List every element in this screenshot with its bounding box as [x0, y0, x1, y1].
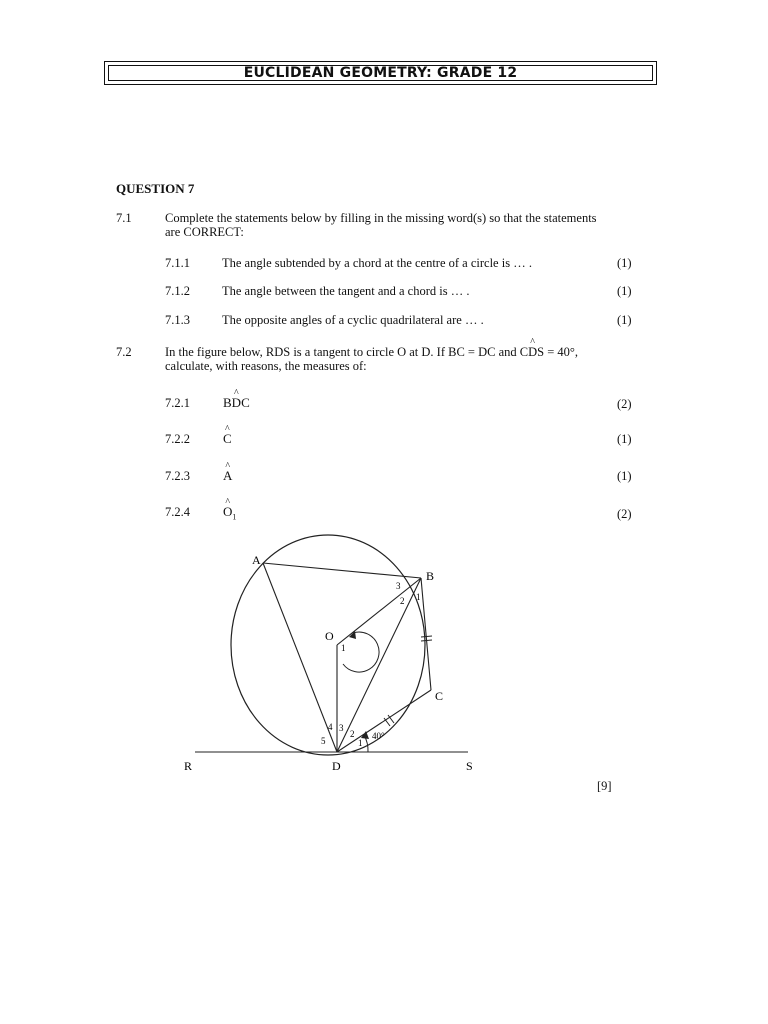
question-heading: QUESTION 7 — [116, 181, 195, 196]
angle-number-d5: 5 — [321, 736, 326, 746]
label-point-r: R — [184, 759, 193, 773]
angle-number-b2: 2 — [400, 596, 405, 606]
chord-ad — [263, 563, 337, 752]
label-point-d: D — [332, 759, 341, 773]
q723-angle-hat: ^ A — [223, 469, 232, 483]
q721-marks: (2) — [617, 397, 632, 411]
q721-number: 7.2.1 — [165, 396, 190, 410]
q71-number: 7.1 — [116, 211, 132, 225]
q72-instruction-line2: calculate, with reasons, the measures of: — [165, 359, 367, 373]
radius-ob — [337, 578, 421, 645]
q71-instruction-line2: are CORRECT: — [165, 225, 244, 239]
equal-mark-bc-2 — [421, 640, 432, 641]
given-angle-label: 40° — [372, 731, 385, 741]
angle-number-b1: 1 — [416, 592, 421, 602]
angle-number-d3: 3 — [339, 723, 344, 733]
q72-line1-c: S = 40°, — [537, 345, 579, 359]
q724-angle-subscript: 1 — [232, 512, 237, 522]
angle-number-b3: 3 — [396, 581, 401, 591]
angle-number-d2: 2 — [350, 729, 355, 739]
angle-arc-o1 — [343, 632, 379, 672]
label-point-b: B — [426, 569, 435, 583]
q724-marks: (2) — [617, 507, 632, 521]
chord-cd — [337, 690, 431, 752]
chord-bd — [337, 578, 421, 752]
q712-text: The angle between the tangent and a chord is … . — [222, 284, 470, 298]
label-point-s: S — [466, 759, 473, 773]
q713-number: 7.1.3 — [165, 313, 190, 327]
angle-number-d4: 4 — [328, 722, 333, 732]
q721-angle-post: C — [241, 395, 250, 410]
label-point-a: A — [252, 553, 261, 567]
q721-angle-pre: B — [223, 395, 232, 410]
q713-text: The opposite angles of a cyclic quadrilateral are … . — [222, 313, 484, 327]
q712-marks: (1) — [617, 284, 632, 298]
q722-marks: (1) — [617, 432, 632, 446]
q72-line1-a: In the figure below, RDS is a tangent to circle O at D. If BC = DC and C — [165, 345, 529, 359]
q724-number: 7.2.4 — [165, 505, 190, 519]
q722-angle-hat: ^ C — [223, 432, 232, 446]
q722-number: 7.2.2 — [165, 432, 190, 446]
total-marks: [9] — [597, 779, 612, 793]
q72-line1-hat: ^ D — [528, 345, 537, 359]
q721-angle-hat: ^ D — [232, 396, 241, 410]
q711-number: 7.1.1 — [165, 256, 190, 270]
angle-number-d1: 1 — [358, 738, 363, 748]
q71-instruction-line1: Complete the statements below by filling in the missing word(s) so that the statements — [165, 211, 597, 225]
label-point-c: C — [435, 689, 444, 703]
q723-number: 7.2.3 — [165, 469, 190, 483]
q723-marks: (1) — [617, 469, 632, 483]
q711-marks: (1) — [617, 256, 632, 270]
q712-number: 7.1.2 — [165, 284, 190, 298]
document-title: EUCLIDEAN GEOMETRY: GRADE 12 — [108, 65, 653, 81]
angle-number-o1: 1 — [341, 643, 346, 653]
q724-angle-hat: ^ O — [223, 505, 232, 519]
q72-number: 7.2 — [116, 345, 132, 359]
chord-bc — [421, 578, 431, 690]
chord-ab — [263, 563, 421, 578]
q711-text: The angle subtended by a chord at the centre of a circle is … . — [222, 256, 532, 270]
equal-mark-bc-1 — [421, 636, 432, 637]
q713-marks: (1) — [617, 313, 632, 327]
label-point-o: O — [325, 629, 334, 643]
